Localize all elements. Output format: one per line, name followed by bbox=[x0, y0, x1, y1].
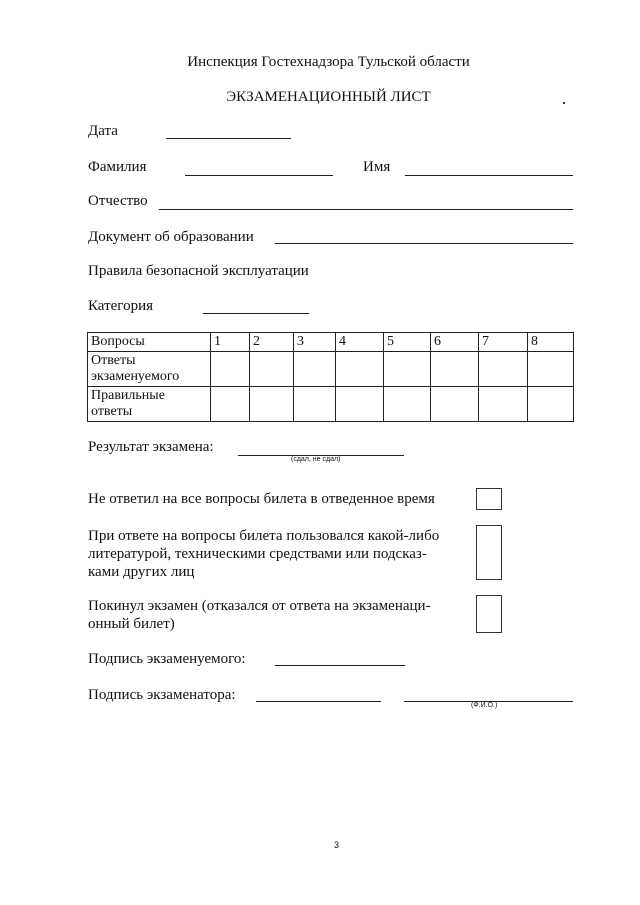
result-hint: (сдал, не сдал) bbox=[291, 456, 341, 463]
questions-label: Вопросы bbox=[88, 333, 211, 352]
question-number-5: 5 bbox=[384, 333, 431, 352]
answer-cell[interactable] bbox=[336, 352, 384, 387]
patronymic-field-line[interactable] bbox=[159, 209, 573, 210]
examinee-answers-label bbox=[88, 352, 211, 387]
surname-label: Фамилия bbox=[88, 159, 147, 175]
correct-cell[interactable] bbox=[211, 387, 250, 422]
violation-aids-text-line3: ками других лиц bbox=[88, 564, 195, 580]
examinee-answers-label-line2: экзаменуемого bbox=[91, 369, 180, 384]
correct-answers-row bbox=[88, 387, 574, 422]
answer-cell[interactable] bbox=[431, 352, 479, 387]
rules-label: Правила безопасной эксплуатации bbox=[88, 263, 309, 279]
correct-answers-label bbox=[88, 387, 211, 422]
question-number-8: 8 bbox=[528, 333, 574, 352]
examinee-answers-label-line1: Ответы bbox=[91, 353, 136, 368]
correct-cell[interactable] bbox=[431, 387, 479, 422]
name-label: Имя bbox=[363, 159, 391, 175]
correct-cell[interactable] bbox=[479, 387, 528, 422]
correct-cell[interactable] bbox=[294, 387, 336, 422]
correct-answers-label-line1: Правильные bbox=[91, 388, 165, 403]
violation-aids-text-line2: литературой, техническими средствами или подсказ- bbox=[88, 546, 427, 562]
questions-row bbox=[88, 333, 574, 352]
answer-cell[interactable] bbox=[211, 352, 250, 387]
violation-time-checkbox[interactable] bbox=[476, 488, 502, 510]
violation-left-text-line2: онный билет) bbox=[88, 616, 175, 632]
correct-cell[interactable] bbox=[250, 387, 294, 422]
organization-name: Инспекция Гостехнадзора Тульской области bbox=[187, 54, 470, 70]
question-number-2: 2 bbox=[250, 333, 294, 352]
surname-field-line[interactable] bbox=[185, 175, 333, 176]
name-field-line[interactable] bbox=[405, 175, 573, 176]
correct-cell[interactable] bbox=[528, 387, 574, 422]
answer-cell[interactable] bbox=[479, 352, 528, 387]
page-number: 3 bbox=[334, 840, 340, 850]
answer-cell[interactable] bbox=[294, 352, 336, 387]
examinee-signature-line[interactable] bbox=[275, 665, 405, 666]
question-number-4: 4 bbox=[336, 333, 384, 352]
fio-hint: (Ф.И.О.) bbox=[471, 702, 498, 709]
scan-mark bbox=[563, 102, 565, 104]
correct-cell[interactable] bbox=[384, 387, 431, 422]
answers-table bbox=[87, 332, 574, 422]
violation-time-text: Не ответил на все вопросы билета в отведенное время bbox=[88, 491, 435, 507]
answer-cell[interactable] bbox=[384, 352, 431, 387]
violation-left-text-line1: Покинул экзамен (отказался от ответа на экзаменаци- bbox=[88, 598, 431, 614]
question-number-3: 3 bbox=[294, 333, 336, 352]
examinee-answers-row bbox=[88, 352, 574, 387]
answer-cell[interactable] bbox=[250, 352, 294, 387]
correct-cell[interactable] bbox=[336, 387, 384, 422]
patronymic-label: Отчество bbox=[88, 193, 148, 209]
question-number-6: 6 bbox=[431, 333, 479, 352]
violation-left-checkbox[interactable] bbox=[476, 595, 502, 633]
question-number-1: 1 bbox=[211, 333, 250, 352]
document-title: ЭКЗАМЕНАЦИОННЫЙ ЛИСТ bbox=[226, 89, 431, 105]
answer-cell[interactable] bbox=[528, 352, 574, 387]
result-label: Результат экзамена: bbox=[88, 439, 214, 455]
education-label: Документ об образовании bbox=[88, 229, 254, 245]
category-field-line[interactable] bbox=[203, 313, 309, 314]
examiner-signature-line[interactable] bbox=[256, 701, 381, 702]
date-field-line[interactable] bbox=[166, 138, 291, 139]
violation-aids-checkbox[interactable] bbox=[476, 525, 502, 580]
date-label: Дата bbox=[88, 123, 118, 139]
violation-aids-text-line1: При ответе на вопросы билета пользовался какой-либо bbox=[88, 528, 440, 544]
correct-answers-label-line2: ответы bbox=[91, 404, 133, 419]
examinee-signature-label: Подпись экзаменуемого: bbox=[88, 651, 246, 667]
category-label: Категория bbox=[88, 298, 153, 314]
question-number-7: 7 bbox=[479, 333, 528, 352]
education-field-line[interactable] bbox=[275, 243, 573, 244]
examiner-signature-label: Подпись экзаменатора: bbox=[88, 687, 236, 703]
